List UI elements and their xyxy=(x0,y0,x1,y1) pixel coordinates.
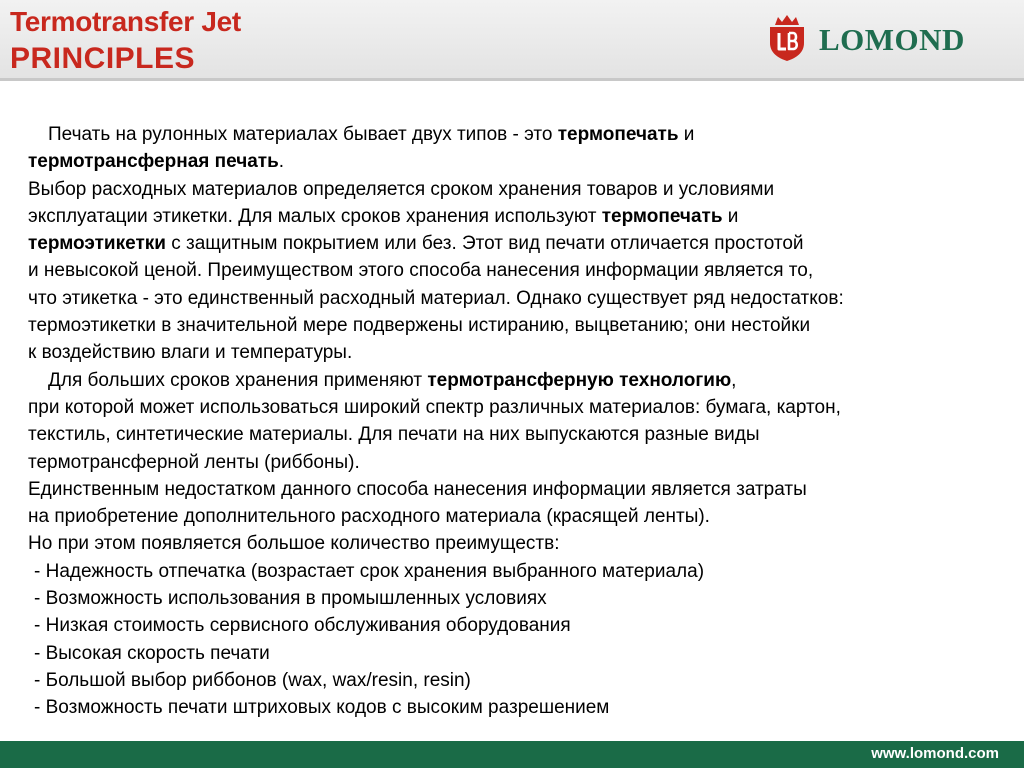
slide-subtitle: PRINCIPLES xyxy=(10,42,196,75)
logo-wordmark: LOMOND xyxy=(819,22,965,57)
paragraph: Печать на рулонных материалах бывает двух типов - это термопечать и xyxy=(48,124,695,145)
list-item: - Надежность отпечатка (возрастает срок хранения выбранного материала) xyxy=(34,560,705,582)
list-item: - Низкая стоимость сервисного обслуживания оборудования xyxy=(34,615,571,637)
paragraph: текстиль, синтетические материалы. Для печати на них выпускаются разные виды xyxy=(28,424,760,446)
paragraph: термоэтикетки в значительной мере подвержены истиранию, выцветанию; они нестойки xyxy=(28,315,811,337)
paragraph: термотрансферная печать. xyxy=(28,151,285,173)
paragraph: термоэтикетки с защитным покрытием или без. Этот вид печати отличается простотой xyxy=(28,233,804,255)
lomond-logo xyxy=(766,12,1006,62)
body-text xyxy=(28,121,1013,722)
website-link[interactable]: www.lomond.com xyxy=(871,745,999,762)
slide-title: Termotransfer Jet xyxy=(10,6,241,37)
list-item: - Возможность использования в промышленных условиях xyxy=(34,588,547,610)
paragraph: что этикетка - это единственный расходный материал. Однако существует ряд недостатков: xyxy=(28,287,844,309)
footer-bar xyxy=(0,741,1024,768)
list-item: - Большой выбор риббонов (wax, wax/resin, resin) xyxy=(34,669,471,691)
list-item: - Возможность печати штриховых кодов с высоким разрешением xyxy=(34,697,610,719)
crest-icon xyxy=(766,12,808,62)
header-divider xyxy=(0,78,1024,81)
paragraph: термотрансферной ленты (риббоны). xyxy=(28,451,360,473)
paragraph: при которой может использоваться широкий спектр различных материалов: бумага, картон, xyxy=(28,396,841,418)
paragraph: Выбор расходных материалов определяется сроком хранения товаров и условиями xyxy=(28,178,775,200)
paragraph: к воздействию влаги и температуры. xyxy=(28,342,353,364)
paragraph: эксплуатации этикетки. Для малых сроков хранения используют термопечать и xyxy=(28,205,739,227)
list-item: - Высокая скорость печати xyxy=(34,642,270,664)
paragraph: Единственным недостатком данного способа нанесения информации является затраты xyxy=(28,478,807,500)
paragraph: Но при этом появляется большое количество преимуществ: xyxy=(28,533,560,555)
paragraph: и невысокой ценой. Преимуществом этого способа нанесения информации является то, xyxy=(28,260,814,282)
paragraph: на приобретение дополнительного расходного материала (красящей ленты). xyxy=(28,506,710,528)
paragraph: Для больших сроков хранения применяют термотрансферную технологию, xyxy=(48,369,737,391)
